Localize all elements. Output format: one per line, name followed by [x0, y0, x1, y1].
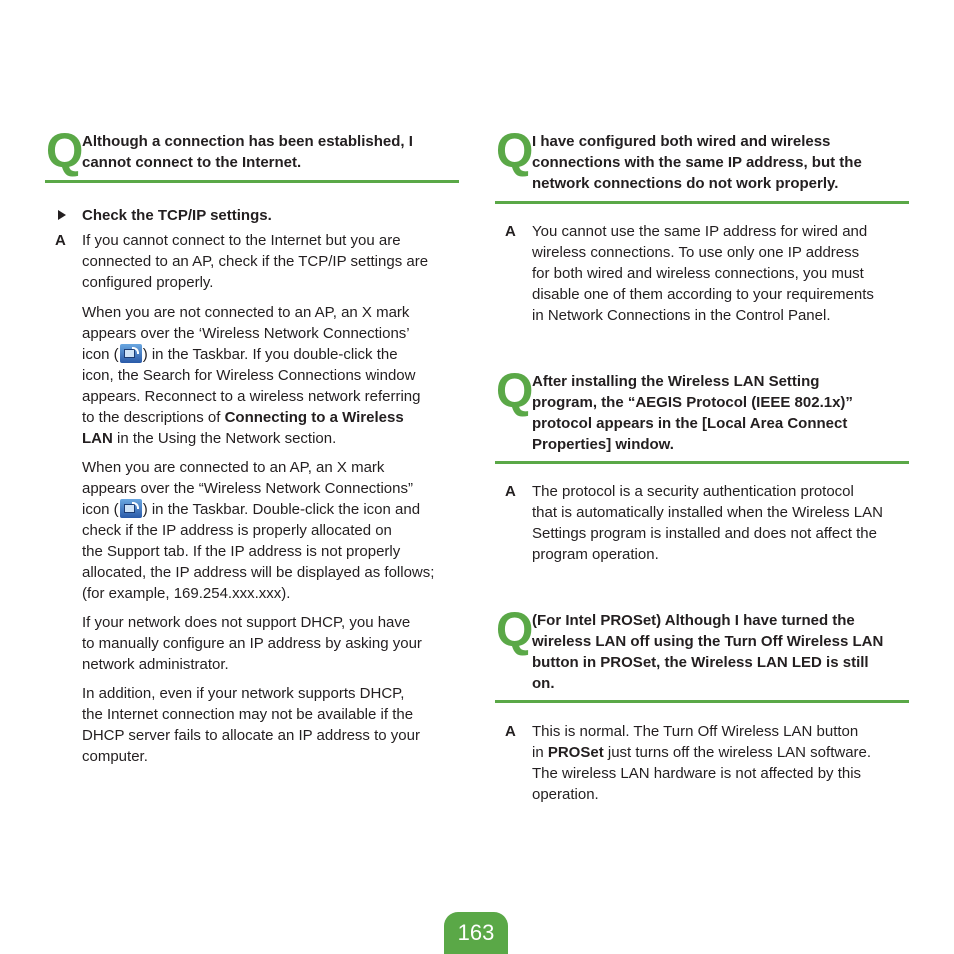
- question-1-divider: [45, 180, 459, 183]
- paragraph-dhcp: In addition, even if your network supports DHCP, the Internet connection may not be available if the DHCP server fails to allocate an IP address to your computer.: [82, 685, 420, 765]
- paragraph-no-dhcp: If your network does not support DHCP, you have to manually configure an IP address by asking your network administrator.: [82, 614, 422, 673]
- question-3-text: After installing the Wireless LAN Setting program, the “AEGIS Protocol (IEEE 802.1x)” protocol appears in the [Local Area Connect Properties] window.: [532, 373, 853, 453]
- q-letter: Q: [496, 365, 534, 418]
- q-letter: Q: [496, 604, 534, 657]
- answer-label: A: [505, 723, 516, 740]
- bullet-triangle-icon: [58, 210, 66, 220]
- wireless-network-connections-icon: [120, 344, 142, 363]
- question-1-text: Although a connection has been established, I cannot connect to the Internet.: [82, 133, 413, 171]
- page-number: 163: [444, 912, 508, 954]
- answer-label: A: [55, 232, 66, 249]
- question-2-text: I have configured both wired and wireless connections with the same IP address, but the network connections do not work properly.: [532, 133, 862, 192]
- answer-4-text: This is normal. The Turn Off Wireless LAN button in PROSet just turns off the wireless LAN software. The wireless LAN hardware is not affected by this operation.: [532, 723, 872, 803]
- question-4-divider: [495, 700, 909, 703]
- q-letter: Q: [46, 125, 84, 178]
- check-heading: Check the TCP/IP settings.: [82, 207, 272, 224]
- question-3-divider: [495, 461, 909, 464]
- q-letter: Q: [496, 125, 534, 178]
- question-4-text: (For Intel PROSet) Although I have turned the wireless LAN off using the Turn Off Wireless LAN button in PROSet, the Wireless LAN LED is still on.: [532, 612, 884, 692]
- answer-2-text: You cannot use the same IP address for wired and wireless connections. To use only one IP address for both wired and wireless connections, you must disable one of them according to your requirements in Network Connections in the Control Panel.: [532, 223, 874, 324]
- paragraph-not-connected: When you are not connected to an AP, an X mark appears over the ‘Wireless Network Connections’ icon ( ) in the Taskbar. If you double-click the icon, the Search for Wireless Connections window appears. Reconnect to a wireless network referring to the descriptions of Connecting to a Wireless LAN in the Using the Network section.: [82, 304, 421, 447]
- wireless-network-connections-icon: [120, 499, 142, 518]
- question-2-divider: [495, 201, 909, 204]
- answer-3-text: The protocol is a security authentication protocol that is automatically installed when the Wireless LAN Settings program is installed and does not affect the program operation.: [532, 483, 883, 563]
- answer-label: A: [505, 483, 516, 500]
- paragraph-connected: When you are connected to an AP, an X mark appears over the “Wireless Network Connections” icon ( ) in the Taskbar. Double-click the icon and check if the IP address is properly allocated on the Support tab. If the IP address is not properly allocated, the IP address will be displayed as follows; (for example, 169.254.xxx.xxx).: [82, 459, 435, 602]
- answer-1-text: If you cannot connect to the Internet but you are connected to an AP, check if the TCP/IP settings are configured properly.: [82, 232, 429, 291]
- answer-label: A: [505, 223, 516, 240]
